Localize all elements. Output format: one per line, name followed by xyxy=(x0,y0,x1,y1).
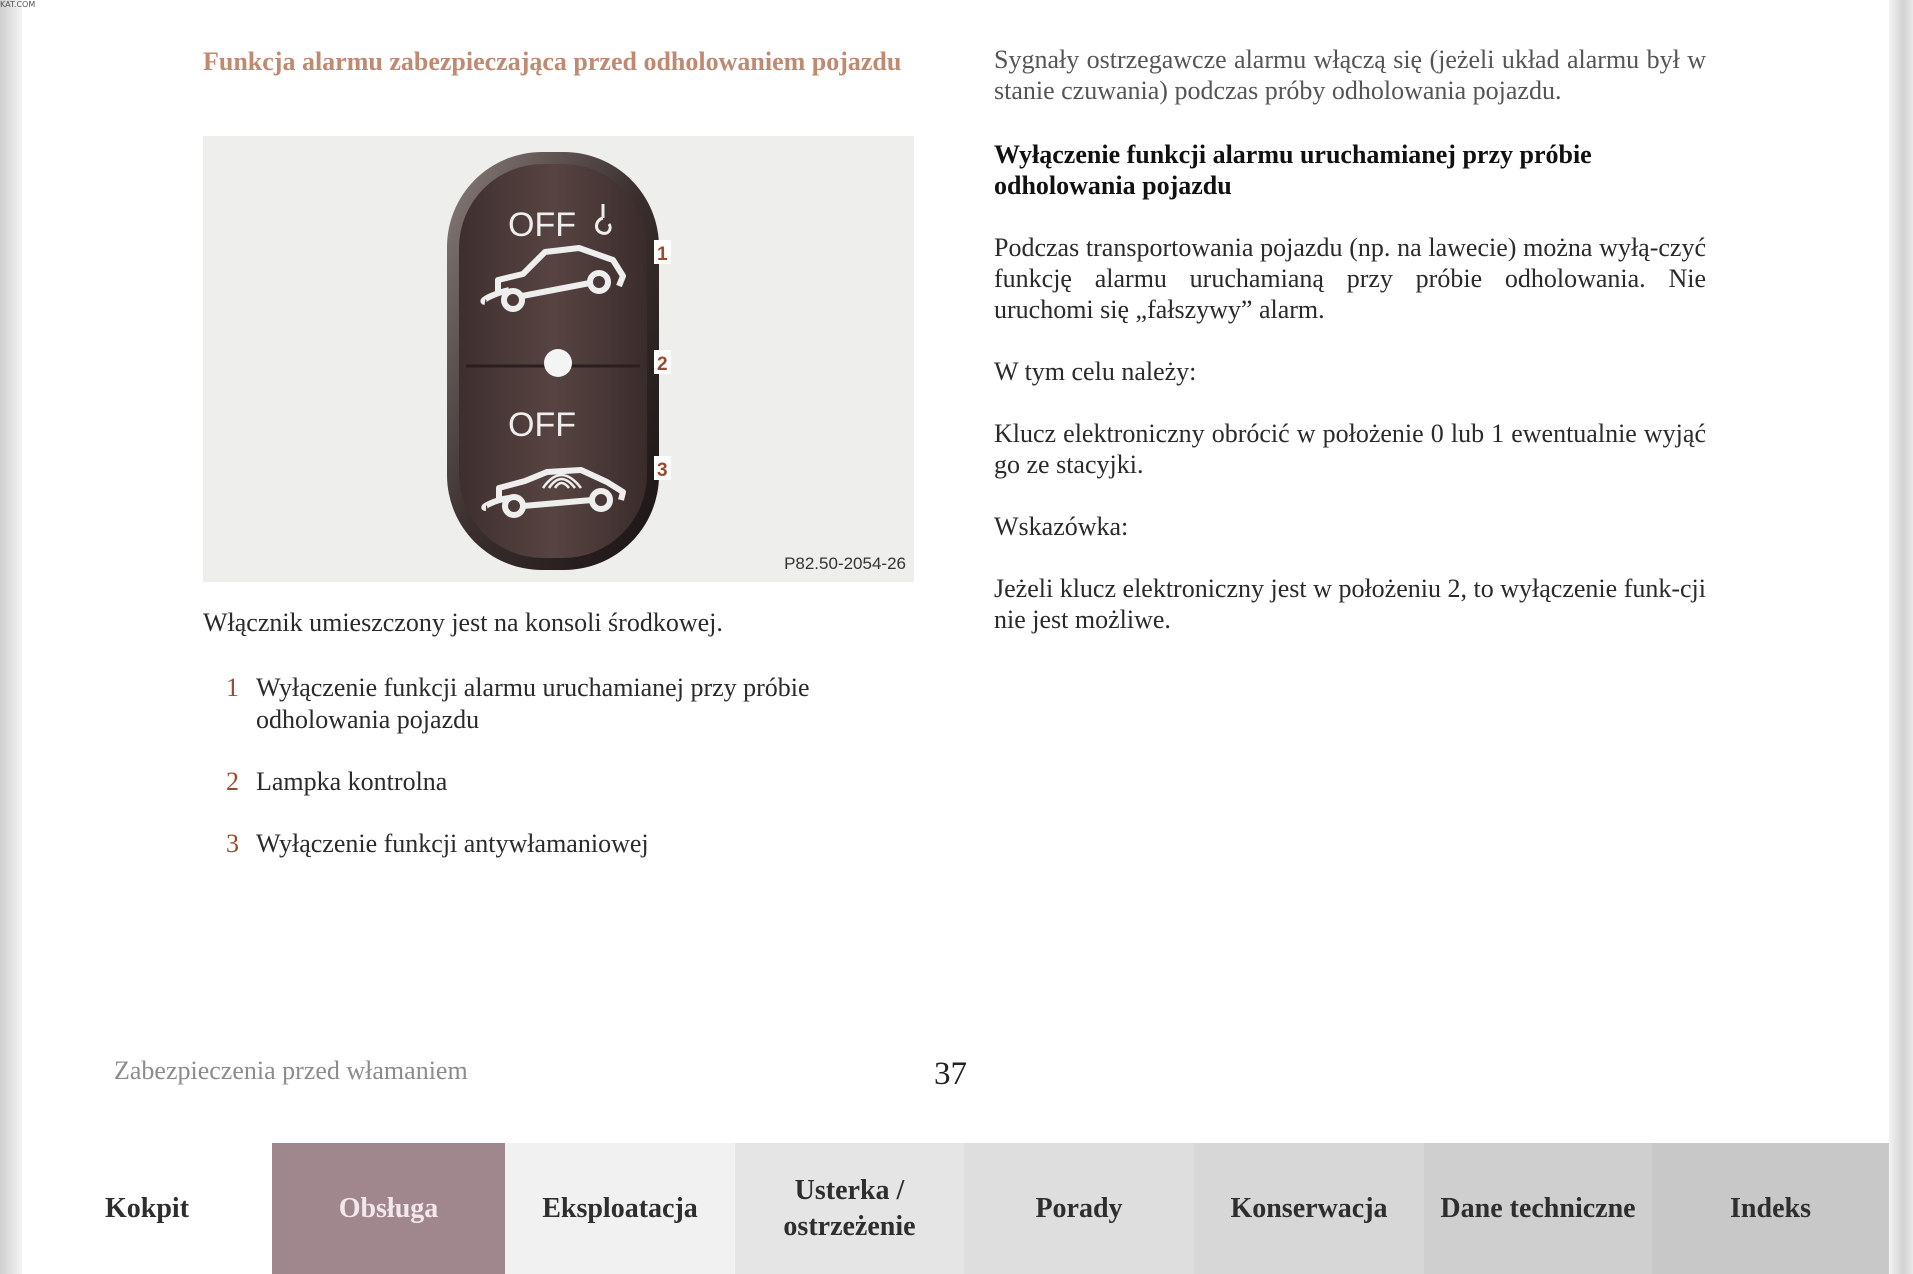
subsection-heading: Wyłączenie funkcji alarmu uruchamianej przy próbie odholowania pojazdu xyxy=(994,140,1592,200)
corner-watermark: KAT.COM xyxy=(0,0,36,9)
legend-number: 2 xyxy=(226,767,239,796)
indicator-lamp xyxy=(544,349,572,377)
legend-text: Lampka kontrolna xyxy=(256,767,448,796)
left-column xyxy=(203,46,915,78)
tab-kokpit[interactable]: Kokpit xyxy=(22,1143,272,1274)
tab-usterka[interactable]: Usterka / ostrzeżenie xyxy=(735,1143,964,1274)
legend-number: 3 xyxy=(226,829,239,858)
callout-3: 3 xyxy=(657,460,668,481)
paragraph: W tym celu należy: xyxy=(994,357,1197,386)
callout-1: 1 xyxy=(657,244,668,265)
chapter-tabs xyxy=(22,1143,1889,1274)
tab-porady[interactable]: Porady xyxy=(964,1143,1194,1274)
tab-konserwacja[interactable]: Konserwacja xyxy=(1194,1143,1424,1274)
legend-text: Wyłączenie funkcji alarmu uruchamianej przy próbie odholowania pojazdu xyxy=(256,673,810,734)
legend-item xyxy=(226,828,906,860)
switch-off-label-bottom: OFF xyxy=(508,406,576,444)
legend-item xyxy=(226,672,906,736)
switch-off-label-top: OFF xyxy=(508,206,576,244)
page-binding-left xyxy=(0,0,22,1274)
tab-indeks[interactable]: Indeks xyxy=(1652,1143,1889,1274)
tab-dane-techniczne[interactable]: Dane techniczne xyxy=(1424,1143,1652,1274)
legend-list xyxy=(226,672,906,890)
page-number: 37 xyxy=(934,1056,967,1092)
footer-section-title: Zabezpieczenia przed włamaniem xyxy=(114,1056,468,1085)
tab-eksploatacja[interactable]: Eksploatacja xyxy=(505,1143,735,1274)
page-binding-right xyxy=(1889,0,1913,1274)
legend-number: 1 xyxy=(226,673,239,702)
legend-item xyxy=(226,766,906,798)
figure-code: P82.50-2054-26 xyxy=(784,554,906,573)
callout-2: 2 xyxy=(657,354,668,375)
figure-caption: Włącznik umieszczony jest na konsoli środkowej. xyxy=(203,608,723,637)
note-paragraph: Jeżeli klucz elektroniczny jest w położeniu 2, to wyłączenie funk-cji nie jest możliwe. xyxy=(994,574,1706,634)
switch-figure xyxy=(203,136,914,582)
paragraph: Klucz elektroniczny obrócić w położenie 0 lub 1 ewentualnie wyjąć go ze stacyjki. xyxy=(994,419,1706,479)
right-column xyxy=(994,44,1706,666)
intro-paragraph: Sygnały ostrzegawcze alarmu włączą się (jeżeli układ alarmu był w stanie czuwania) podczas próby odholowania pojazdu. xyxy=(994,45,1706,105)
note-label: Wskazówka: xyxy=(994,512,1129,541)
paragraph: Podczas transportowania pojazdu (np. na lawecie) można wyłą-czyć funkcję alarmu uruchamianą przy próbie odholowania. Nie uruchomi się „fałszywy” alarm. xyxy=(994,233,1706,324)
section-title: Funkcja alarmu zabezpieczająca przed odholowaniem pojazdu xyxy=(203,47,902,76)
tab-obsluga[interactable]: Obsługa xyxy=(272,1143,505,1274)
switch-illustration xyxy=(203,136,914,582)
legend-text: Wyłączenie funkcji antywłamaniowej xyxy=(256,829,649,858)
